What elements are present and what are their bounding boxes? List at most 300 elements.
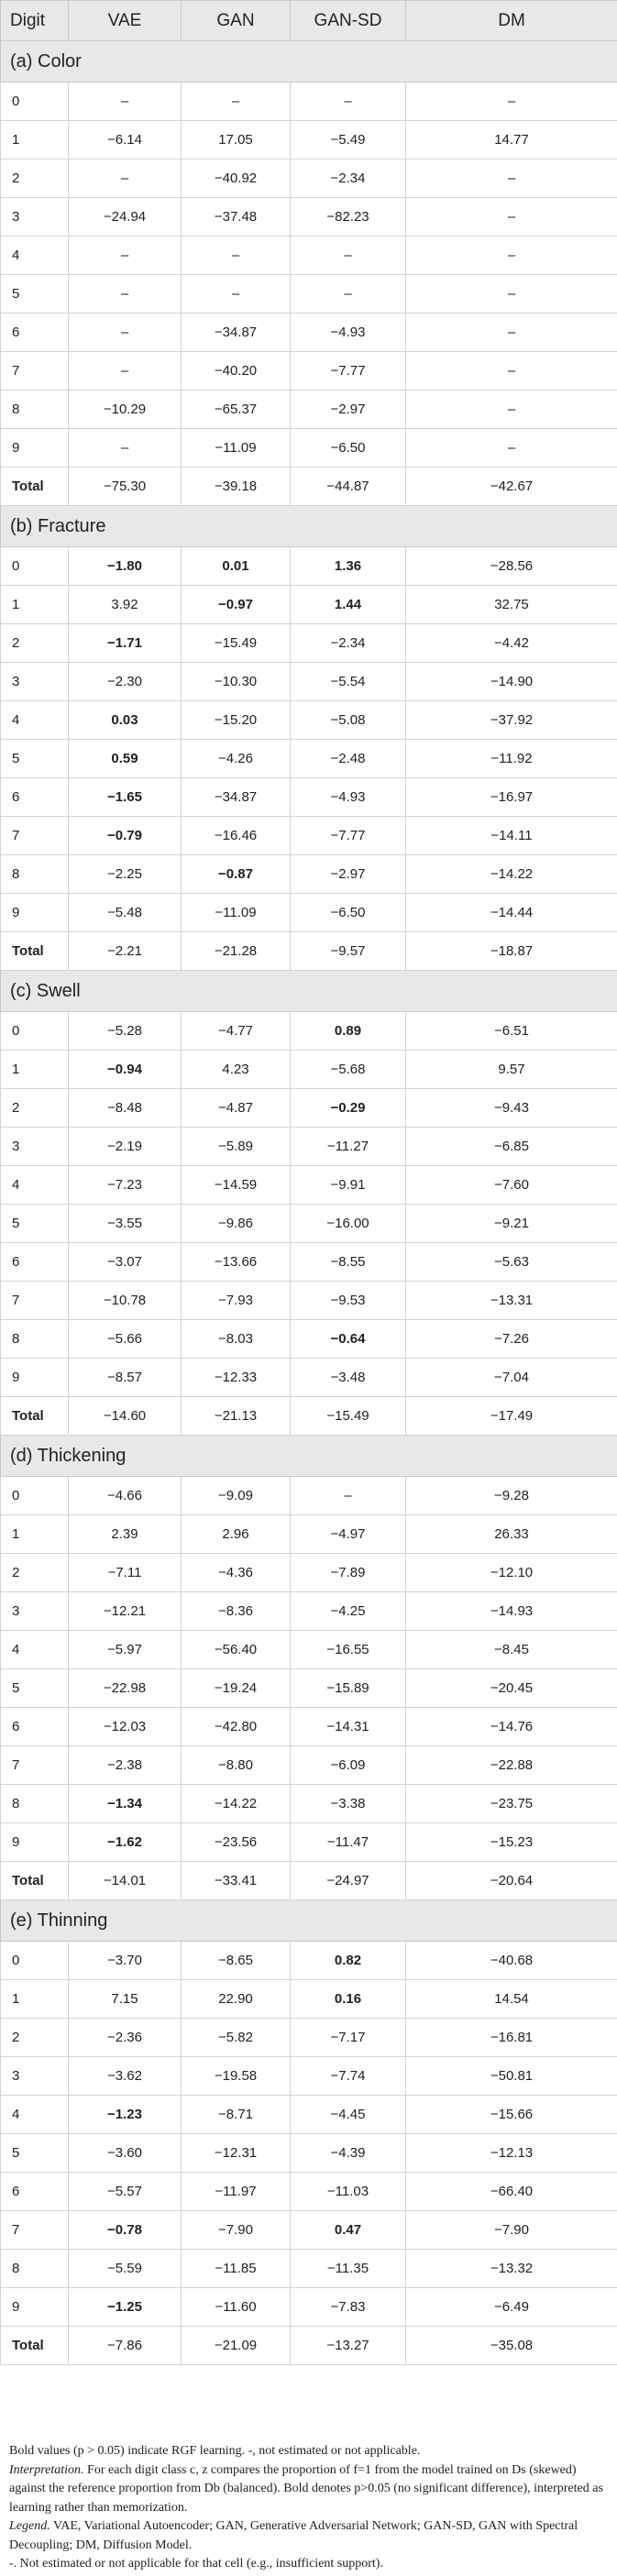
- table-row: [1, 83, 617, 121]
- gan-cell: −8.36: [182, 1592, 291, 1631]
- table-row: [1, 1320, 617, 1359]
- section-header-row: [1, 971, 617, 1012]
- gan-sd-cell: 0.16: [291, 1980, 406, 2019]
- total-row: [1, 2327, 617, 2365]
- vae-cell: −2.25: [69, 855, 182, 894]
- gan-sd-cell: −82.23: [291, 198, 406, 237]
- dm-cell: −9.28: [406, 1477, 617, 1515]
- dm-cell: –: [406, 314, 617, 352]
- dm-cell: −35.08: [406, 2327, 617, 2365]
- digit-cell: 4: [1, 701, 69, 740]
- table-row: [1, 160, 617, 198]
- dm-cell: −13.31: [406, 1282, 617, 1320]
- dm-cell: −28.56: [406, 547, 617, 586]
- vae-cell: −10.78: [69, 1282, 182, 1320]
- gan-sd-cell: −4.45: [291, 2096, 406, 2134]
- digit-cell: 7: [1, 1282, 69, 1320]
- vae-cell: −1.23: [69, 2096, 182, 2134]
- dm-cell: −40.68: [406, 1942, 617, 1980]
- digit-cell: 4: [1, 2096, 69, 2134]
- gan-cell: −12.31: [182, 2134, 291, 2173]
- table-row: [1, 1128, 617, 1166]
- table-row: [1, 1746, 617, 1785]
- dm-cell: –: [406, 275, 617, 314]
- gan-sd-cell: –: [291, 1477, 406, 1515]
- digit-cell: 4: [1, 1631, 69, 1669]
- dm-cell: −18.87: [406, 932, 617, 971]
- vae-cell: −5.66: [69, 1320, 182, 1359]
- vae-cell: −3.07: [69, 1243, 182, 1282]
- total-row: [1, 932, 617, 971]
- table-row: [1, 1554, 617, 1592]
- gan-sd-cell: −16.00: [291, 1205, 406, 1243]
- note-legend: [9, 2517, 614, 2555]
- vae-cell: −7.11: [69, 1554, 182, 1592]
- vae-cell: −1.62: [69, 1823, 182, 1862]
- vae-cell: −5.57: [69, 2173, 182, 2211]
- digit-cell: 1: [1, 586, 69, 624]
- vae-cell: −6.14: [69, 121, 182, 160]
- vae-cell: −3.60: [69, 2134, 182, 2173]
- total-row: [1, 1397, 617, 1436]
- dm-cell: –: [406, 160, 617, 198]
- gan-sd-cell: −5.08: [291, 701, 406, 740]
- dm-cell: −9.43: [406, 1089, 617, 1128]
- gan-cell: –: [182, 237, 291, 275]
- dm-cell: −20.64: [406, 1862, 617, 1900]
- vae-cell: −2.38: [69, 1746, 182, 1785]
- dm-cell: −11.92: [406, 740, 617, 778]
- dm-cell: −4.42: [406, 624, 617, 663]
- vae-cell: −75.30: [69, 468, 182, 506]
- gan-sd-cell: −9.91: [291, 1166, 406, 1205]
- digit-cell: 8: [1, 1785, 69, 1823]
- gan-cell: −11.60: [182, 2288, 291, 2327]
- dm-cell: −50.81: [406, 2057, 617, 2096]
- digit-cell: 0: [1, 547, 69, 586]
- table-row: [1, 1282, 617, 1320]
- dm-cell: −5.63: [406, 1243, 617, 1282]
- dm-cell: −7.90: [406, 2211, 617, 2250]
- total-row: [1, 468, 617, 506]
- gan-cell: −8.65: [182, 1942, 291, 1980]
- dm-cell: 14.54: [406, 1980, 617, 2019]
- gan-cell: −21.28: [182, 932, 291, 971]
- table-row: [1, 1359, 617, 1397]
- table-row: [1, 817, 617, 855]
- digit-cell: Total: [1, 1397, 69, 1436]
- gan-cell: −12.33: [182, 1359, 291, 1397]
- digit-cell: 5: [1, 740, 69, 778]
- gan-sd-cell: 1.36: [291, 547, 406, 586]
- vae-cell: −1.80: [69, 547, 182, 586]
- note-interpretation: [9, 2461, 614, 2518]
- digit-cell: 1: [1, 1515, 69, 1554]
- digit-cell: 1: [1, 1051, 69, 1089]
- table-row: [1, 2288, 617, 2327]
- digit-cell: 2: [1, 1554, 69, 1592]
- note-bold-values: Bold values (p > 0.05) indicate RGF learning. -, not estimated or not applicable.: [9, 2444, 421, 2458]
- dm-cell: −23.75: [406, 1785, 617, 1823]
- gan-cell: −4.26: [182, 740, 291, 778]
- section-header-row: [1, 41, 617, 83]
- table-row: [1, 1708, 617, 1746]
- dm-cell: −16.81: [406, 2019, 617, 2057]
- digit-cell: 3: [1, 663, 69, 701]
- table-row: [1, 1243, 617, 1282]
- gan-cell: −14.59: [182, 1166, 291, 1205]
- vae-cell: −2.30: [69, 663, 182, 701]
- dm-cell: −9.21: [406, 1205, 617, 1243]
- table-row: [1, 429, 617, 468]
- vae-cell: −1.65: [69, 778, 182, 817]
- vae-cell: –: [69, 237, 182, 275]
- gan-cell: −8.71: [182, 2096, 291, 2134]
- digit-cell: 8: [1, 855, 69, 894]
- gan-cell: −4.77: [182, 1012, 291, 1051]
- vae-cell: −14.60: [69, 1397, 182, 1436]
- gan-sd-cell: −11.47: [291, 1823, 406, 1862]
- gan-sd-cell: −6.09: [291, 1746, 406, 1785]
- gan-sd-cell: 0.89: [291, 1012, 406, 1051]
- gan-sd-cell: −4.93: [291, 778, 406, 817]
- gan-sd-cell: −4.39: [291, 2134, 406, 2173]
- digit-cell: Total: [1, 468, 69, 506]
- dm-cell: –: [406, 391, 617, 429]
- gan-cell: −14.22: [182, 1785, 291, 1823]
- vae-cell: −2.19: [69, 1128, 182, 1166]
- table-body: [1, 41, 617, 2365]
- digit-cell: 0: [1, 1477, 69, 1515]
- gan-sd-cell: −4.25: [291, 1592, 406, 1631]
- gan-cell: –: [182, 83, 291, 121]
- dm-cell: −15.66: [406, 2096, 617, 2134]
- gan-cell: −16.46: [182, 817, 291, 855]
- gan-sd-cell: −16.55: [291, 1631, 406, 1669]
- gan-cell: 4.23: [182, 1051, 291, 1089]
- dm-cell: −20.45: [406, 1669, 617, 1708]
- digit-cell: 8: [1, 391, 69, 429]
- digit-cell: 9: [1, 429, 69, 468]
- gan-sd-cell: 0.47: [291, 2211, 406, 2250]
- table-footnotes: [9, 2442, 614, 2574]
- vae-cell: −5.48: [69, 894, 182, 932]
- table-row: [1, 778, 617, 817]
- table-row: [1, 1089, 617, 1128]
- table-row: [1, 663, 617, 701]
- table-row: [1, 275, 617, 314]
- section-title: (d) Thickening: [1, 1436, 617, 1477]
- gan-sd-cell: −3.48: [291, 1359, 406, 1397]
- vae-cell: –: [69, 352, 182, 391]
- table-row: [1, 701, 617, 740]
- gan-sd-cell: −7.89: [291, 1554, 406, 1592]
- digit-cell: Total: [1, 2327, 69, 2365]
- table-row: [1, 352, 617, 391]
- digit-cell: 6: [1, 314, 69, 352]
- digit-cell: 3: [1, 1592, 69, 1631]
- digit-cell: 5: [1, 2134, 69, 2173]
- gan-sd-cell: −11.35: [291, 2250, 406, 2288]
- dm-cell: –: [406, 237, 617, 275]
- gan-cell: −7.93: [182, 1282, 291, 1320]
- gan-cell: −0.87: [182, 855, 291, 894]
- gan-sd-cell: −8.55: [291, 1243, 406, 1282]
- digit-cell: 3: [1, 198, 69, 237]
- vae-cell: −3.55: [69, 1205, 182, 1243]
- vae-cell: −24.94: [69, 198, 182, 237]
- gan-sd-cell: −4.93: [291, 314, 406, 352]
- gan-sd-cell: −2.34: [291, 624, 406, 663]
- table-row: [1, 1631, 617, 1669]
- digit-cell: Total: [1, 1862, 69, 1900]
- dm-cell: −6.85: [406, 1128, 617, 1166]
- header-row: [1, 1, 617, 41]
- vae-cell: −12.21: [69, 1592, 182, 1631]
- digit-cell: 6: [1, 778, 69, 817]
- gan-sd-cell: −14.31: [291, 1708, 406, 1746]
- vae-cell: −8.48: [69, 1089, 182, 1128]
- gan-cell: −9.86: [182, 1205, 291, 1243]
- section-header-row: [1, 1436, 617, 1477]
- gan-sd-cell: −2.34: [291, 160, 406, 198]
- gan-sd-cell: −2.97: [291, 855, 406, 894]
- gan-sd-cell: −2.48: [291, 740, 406, 778]
- vae-cell: 0.03: [69, 701, 182, 740]
- section-title: (b) Fracture: [1, 506, 617, 547]
- section-title: (e) Thinning: [1, 1900, 617, 1942]
- dm-cell: −22.88: [406, 1746, 617, 1785]
- vae-cell: −8.57: [69, 1359, 182, 1397]
- header-dm: DM: [406, 1, 617, 41]
- table-row: [1, 1592, 617, 1631]
- gan-cell: −34.87: [182, 314, 291, 352]
- gan-cell: −11.85: [182, 2250, 291, 2288]
- gan-sd-cell: –: [291, 237, 406, 275]
- dm-cell: −6.51: [406, 1012, 617, 1051]
- digit-cell: 8: [1, 1320, 69, 1359]
- digit-cell: Total: [1, 932, 69, 971]
- digit-cell: 6: [1, 2173, 69, 2211]
- dm-cell: −7.60: [406, 1166, 617, 1205]
- gan-sd-cell: −7.77: [291, 352, 406, 391]
- gan-sd-cell: −7.77: [291, 817, 406, 855]
- dm-cell: −42.67: [406, 468, 617, 506]
- dm-cell: 14.77: [406, 121, 617, 160]
- table-row: [1, 1515, 617, 1554]
- header-digit: Digit: [1, 1, 69, 41]
- vae-cell: −1.25: [69, 2288, 182, 2327]
- vae-cell: 3.92: [69, 586, 182, 624]
- vae-cell: −5.28: [69, 1012, 182, 1051]
- gan-cell: −11.97: [182, 2173, 291, 2211]
- vae-cell: −0.94: [69, 1051, 182, 1089]
- table-row: [1, 1942, 617, 1980]
- dm-cell: –: [406, 83, 617, 121]
- table-row: [1, 1477, 617, 1515]
- gan-cell: −8.03: [182, 1320, 291, 1359]
- dm-cell: −7.04: [406, 1359, 617, 1397]
- dm-cell: −8.45: [406, 1631, 617, 1669]
- dm-cell: −14.93: [406, 1592, 617, 1631]
- digit-cell: 9: [1, 2288, 69, 2327]
- gan-cell: −42.80: [182, 1708, 291, 1746]
- gan-cell: −0.97: [182, 586, 291, 624]
- gan-cell: −15.20: [182, 701, 291, 740]
- digit-cell: 1: [1, 121, 69, 160]
- gan-cell: 17.05: [182, 121, 291, 160]
- gan-sd-cell: −7.17: [291, 2019, 406, 2057]
- dm-cell: −13.32: [406, 2250, 617, 2288]
- legend-label: Legend.: [9, 2519, 50, 2533]
- interpretation-text: For each digit class c, z compares the proportion of f=1 from the model trained on Ds (skewed) against the reference proportion from Db (balanced). Bold denotes p>0.05 (no significant difference), interpreted as learning rather than memorization.: [9, 2462, 603, 2515]
- gan-cell: 0.01: [182, 547, 291, 586]
- table-row: [1, 624, 617, 663]
- dm-cell: −16.97: [406, 778, 617, 817]
- gan-cell: −23.56: [182, 1823, 291, 1862]
- gan-sd-cell: −15.49: [291, 1397, 406, 1436]
- gan-sd-cell: −3.38: [291, 1785, 406, 1823]
- vae-cell: 2.39: [69, 1515, 182, 1554]
- digit-cell: 6: [1, 1243, 69, 1282]
- dm-cell: –: [406, 352, 617, 391]
- gan-cell: −4.87: [182, 1089, 291, 1128]
- digit-cell: 9: [1, 1359, 69, 1397]
- gan-sd-cell: −6.50: [291, 894, 406, 932]
- digit-cell: 0: [1, 1012, 69, 1051]
- digit-cell: 3: [1, 2057, 69, 2096]
- digit-cell: 0: [1, 83, 69, 121]
- dm-cell: 9.57: [406, 1051, 617, 1089]
- table-row: [1, 314, 617, 352]
- header-vae: VAE: [69, 1, 182, 41]
- table-row: [1, 2211, 617, 2250]
- gan-cell: −15.49: [182, 624, 291, 663]
- digit-cell: 2: [1, 1089, 69, 1128]
- total-row: [1, 1862, 617, 1900]
- gan-sd-cell: 1.44: [291, 586, 406, 624]
- gan-sd-cell: −6.50: [291, 429, 406, 468]
- vae-cell: −2.36: [69, 2019, 182, 2057]
- table-row: [1, 1166, 617, 1205]
- table-row: [1, 2096, 617, 2134]
- gan-sd-cell: −4.97: [291, 1515, 406, 1554]
- interpretation-label: Interpretation.: [9, 2462, 84, 2477]
- dm-cell: −15.23: [406, 1823, 617, 1862]
- gan-sd-cell: −2.97: [291, 391, 406, 429]
- gan-sd-cell: −5.68: [291, 1051, 406, 1089]
- dm-cell: −66.40: [406, 2173, 617, 2211]
- table-row: [1, 2173, 617, 2211]
- digit-cell: 2: [1, 2019, 69, 2057]
- vae-cell: –: [69, 429, 182, 468]
- dm-cell: −14.22: [406, 855, 617, 894]
- table-row: [1, 121, 617, 160]
- dm-cell: −14.11: [406, 817, 617, 855]
- digit-cell: 7: [1, 1746, 69, 1785]
- gan-cell: −19.24: [182, 1669, 291, 1708]
- vae-cell: −22.98: [69, 1669, 182, 1708]
- dm-cell: −14.76: [406, 1708, 617, 1746]
- gan-sd-cell: 0.82: [291, 1942, 406, 1980]
- dm-cell: −12.13: [406, 2134, 617, 2173]
- table-row: [1, 855, 617, 894]
- vae-cell: −0.78: [69, 2211, 182, 2250]
- table-row: [1, 740, 617, 778]
- gan-cell: −9.09: [182, 1477, 291, 1515]
- table-row: [1, 894, 617, 932]
- gan-cell: 2.96: [182, 1515, 291, 1554]
- vae-cell: –: [69, 314, 182, 352]
- digit-cell: 7: [1, 352, 69, 391]
- vae-cell: −10.29: [69, 391, 182, 429]
- table-row: [1, 1051, 617, 1089]
- gan-sd-cell: −15.89: [291, 1669, 406, 1708]
- gan-sd-cell: −9.53: [291, 1282, 406, 1320]
- vae-cell: −3.70: [69, 1942, 182, 1980]
- gan-cell: −11.09: [182, 894, 291, 932]
- gan-cell: −11.09: [182, 429, 291, 468]
- gan-cell: −34.87: [182, 778, 291, 817]
- dm-cell: −12.10: [406, 1554, 617, 1592]
- vae-cell: −1.34: [69, 1785, 182, 1823]
- section-header-row: [1, 506, 617, 547]
- vae-cell: −7.86: [69, 2327, 182, 2365]
- dm-cell: −7.26: [406, 1320, 617, 1359]
- dm-cell: 26.33: [406, 1515, 617, 1554]
- table-row: [1, 1205, 617, 1243]
- gan-sd-cell: −7.83: [291, 2288, 406, 2327]
- vae-cell: −3.62: [69, 2057, 182, 2096]
- digit-cell: 2: [1, 624, 69, 663]
- vae-cell: −7.23: [69, 1166, 182, 1205]
- gan-sd-cell: −0.29: [291, 1089, 406, 1128]
- gan-sd-cell: –: [291, 83, 406, 121]
- dm-cell: −17.49: [406, 1397, 617, 1436]
- vae-cell: –: [69, 160, 182, 198]
- table-row: [1, 198, 617, 237]
- digit-cell: 6: [1, 1708, 69, 1746]
- vae-cell: −14.01: [69, 1862, 182, 1900]
- vae-cell: −4.66: [69, 1477, 182, 1515]
- gan-sd-cell: −24.97: [291, 1862, 406, 1900]
- gan-cell: −13.66: [182, 1243, 291, 1282]
- digit-cell: 5: [1, 275, 69, 314]
- header-gan-sd: GAN-SD: [291, 1, 406, 41]
- vae-cell: 0.59: [69, 740, 182, 778]
- note-dash: -. Not estimated or not applicable for that cell (e.g., insufficient support).: [9, 2557, 383, 2570]
- dm-cell: −14.90: [406, 663, 617, 701]
- legend-text: VAE, Variational Autoencoder; GAN, Generative Adversarial Network; GAN-SD, GAN with Spectral Decoupling; DM, Diffusion Model.: [9, 2519, 578, 2552]
- dm-cell: 32.75: [406, 586, 617, 624]
- vae-cell: 7.15: [69, 1980, 182, 2019]
- vae-cell: −5.97: [69, 1631, 182, 1669]
- digit-cell: 4: [1, 1166, 69, 1205]
- gan-sd-cell: −5.49: [291, 121, 406, 160]
- gan-cell: −65.37: [182, 391, 291, 429]
- gan-sd-cell: −13.27: [291, 2327, 406, 2365]
- table-row: [1, 547, 617, 586]
- vae-cell: −1.71: [69, 624, 182, 663]
- gan-cell: −10.30: [182, 663, 291, 701]
- gan-cell: −7.90: [182, 2211, 291, 2250]
- gan-cell: −5.82: [182, 2019, 291, 2057]
- table-row: [1, 586, 617, 624]
- table-row: [1, 1980, 617, 2019]
- table-row: [1, 1785, 617, 1823]
- table-row: [1, 1669, 617, 1708]
- gan-cell: −19.58: [182, 2057, 291, 2096]
